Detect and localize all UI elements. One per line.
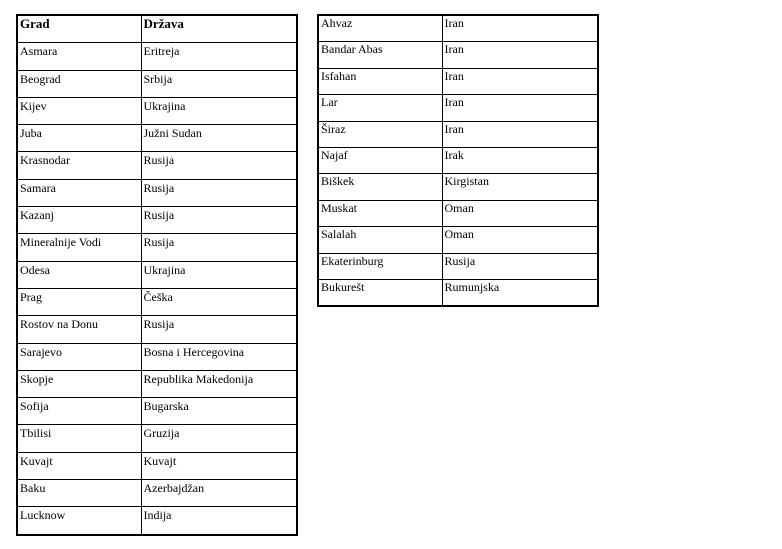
city-cell: Ahvaz — [318, 15, 442, 42]
table-row — [17, 507, 297, 535]
city-cell: Salalah — [318, 227, 442, 253]
table-row — [318, 279, 598, 306]
table-row — [17, 343, 297, 370]
city-cell: Najaf — [318, 147, 442, 173]
country-cell: Republika Makedonija — [141, 370, 297, 397]
table-row — [17, 398, 297, 425]
city-cell: Asmara — [17, 43, 141, 70]
table-row — [17, 207, 297, 234]
city-cell: Lucknow — [17, 507, 141, 535]
table-row — [318, 253, 598, 279]
table-row — [318, 227, 598, 253]
table-row — [17, 70, 297, 97]
table-body — [318, 15, 598, 306]
table-row — [17, 452, 297, 479]
table-row — [17, 288, 297, 315]
table-row — [318, 15, 598, 42]
city-cell: Kazanj — [17, 207, 141, 234]
table-row — [17, 179, 297, 206]
city-cell: Tbilisi — [17, 425, 141, 452]
country-cell: Irak — [442, 147, 598, 173]
country-cell: Kirgistan — [442, 174, 598, 200]
city-cell: Juba — [17, 125, 141, 152]
city-country-table-right — [317, 14, 599, 307]
table-row — [318, 42, 598, 68]
country-cell: Oman — [442, 200, 598, 226]
city-cell: Beograd — [17, 70, 141, 97]
city-country-table-left — [16, 14, 298, 536]
city-cell: Sarajevo — [17, 343, 141, 370]
table-header-row — [17, 15, 297, 43]
country-cell: Rusija — [141, 207, 297, 234]
country-cell: Rusija — [442, 253, 598, 279]
table-row — [17, 480, 297, 507]
city-cell: Ekaterinburg — [318, 253, 442, 279]
country-cell: Rumunjska — [442, 279, 598, 306]
city-cell: Krasnodar — [17, 152, 141, 179]
country-cell: Eritreja — [141, 43, 297, 70]
table-row — [17, 97, 297, 124]
city-cell: Lar — [318, 95, 442, 121]
country-cell: Češka — [141, 288, 297, 315]
city-cell: Samara — [17, 179, 141, 206]
country-cell: Iran — [442, 121, 598, 147]
column-header-country: Država — [141, 15, 297, 43]
table-row — [17, 316, 297, 343]
country-cell: Iran — [442, 68, 598, 94]
country-cell: Iran — [442, 15, 598, 42]
country-cell: Bugarska — [141, 398, 297, 425]
table-row — [17, 152, 297, 179]
table-row — [17, 43, 297, 70]
table-row — [318, 174, 598, 200]
city-cell: Širaz — [318, 121, 442, 147]
country-cell: Gruzija — [141, 425, 297, 452]
country-cell: Rusija — [141, 316, 297, 343]
city-cell: Baku — [17, 480, 141, 507]
table-row — [17, 234, 297, 261]
country-cell: Kuvajt — [141, 452, 297, 479]
country-cell: Oman — [442, 227, 598, 253]
city-cell: Sofija — [17, 398, 141, 425]
country-cell: Rusija — [141, 179, 297, 206]
city-cell: Prag — [17, 288, 141, 315]
country-cell: Srbija — [141, 70, 297, 97]
city-cell: Isfahan — [318, 68, 442, 94]
city-cell: Kijev — [17, 97, 141, 124]
country-cell: Južni Sudan — [141, 125, 297, 152]
country-cell: Rusija — [141, 234, 297, 261]
country-cell: Indija — [141, 507, 297, 535]
country-cell: Iran — [442, 95, 598, 121]
city-cell: Muskat — [318, 200, 442, 226]
table-row — [17, 261, 297, 288]
country-cell: Ukrajina — [141, 261, 297, 288]
table-row — [318, 121, 598, 147]
table-row — [17, 425, 297, 452]
table-row — [318, 95, 598, 121]
city-cell: Skopje — [17, 370, 141, 397]
city-cell: Kuvajt — [17, 452, 141, 479]
country-cell: Bosna i Hercegovina — [141, 343, 297, 370]
city-cell: Biškek — [318, 174, 442, 200]
table-row — [17, 125, 297, 152]
country-cell: Iran — [442, 42, 598, 68]
country-cell: Rusija — [141, 152, 297, 179]
table-row — [318, 68, 598, 94]
table-row — [318, 200, 598, 226]
city-cell: Bukurešt — [318, 279, 442, 306]
city-cell: Mineralnije Vodi — [17, 234, 141, 261]
city-cell: Bandar Abas — [318, 42, 442, 68]
column-header-city: Grad — [17, 15, 141, 43]
city-cell: Rostov na Donu — [17, 316, 141, 343]
table-row — [318, 147, 598, 173]
city-cell: Odesa — [17, 261, 141, 288]
table-row — [17, 370, 297, 397]
country-cell: Azerbajdžan — [141, 480, 297, 507]
country-cell: Ukrajina — [141, 97, 297, 124]
table-body — [17, 43, 297, 535]
